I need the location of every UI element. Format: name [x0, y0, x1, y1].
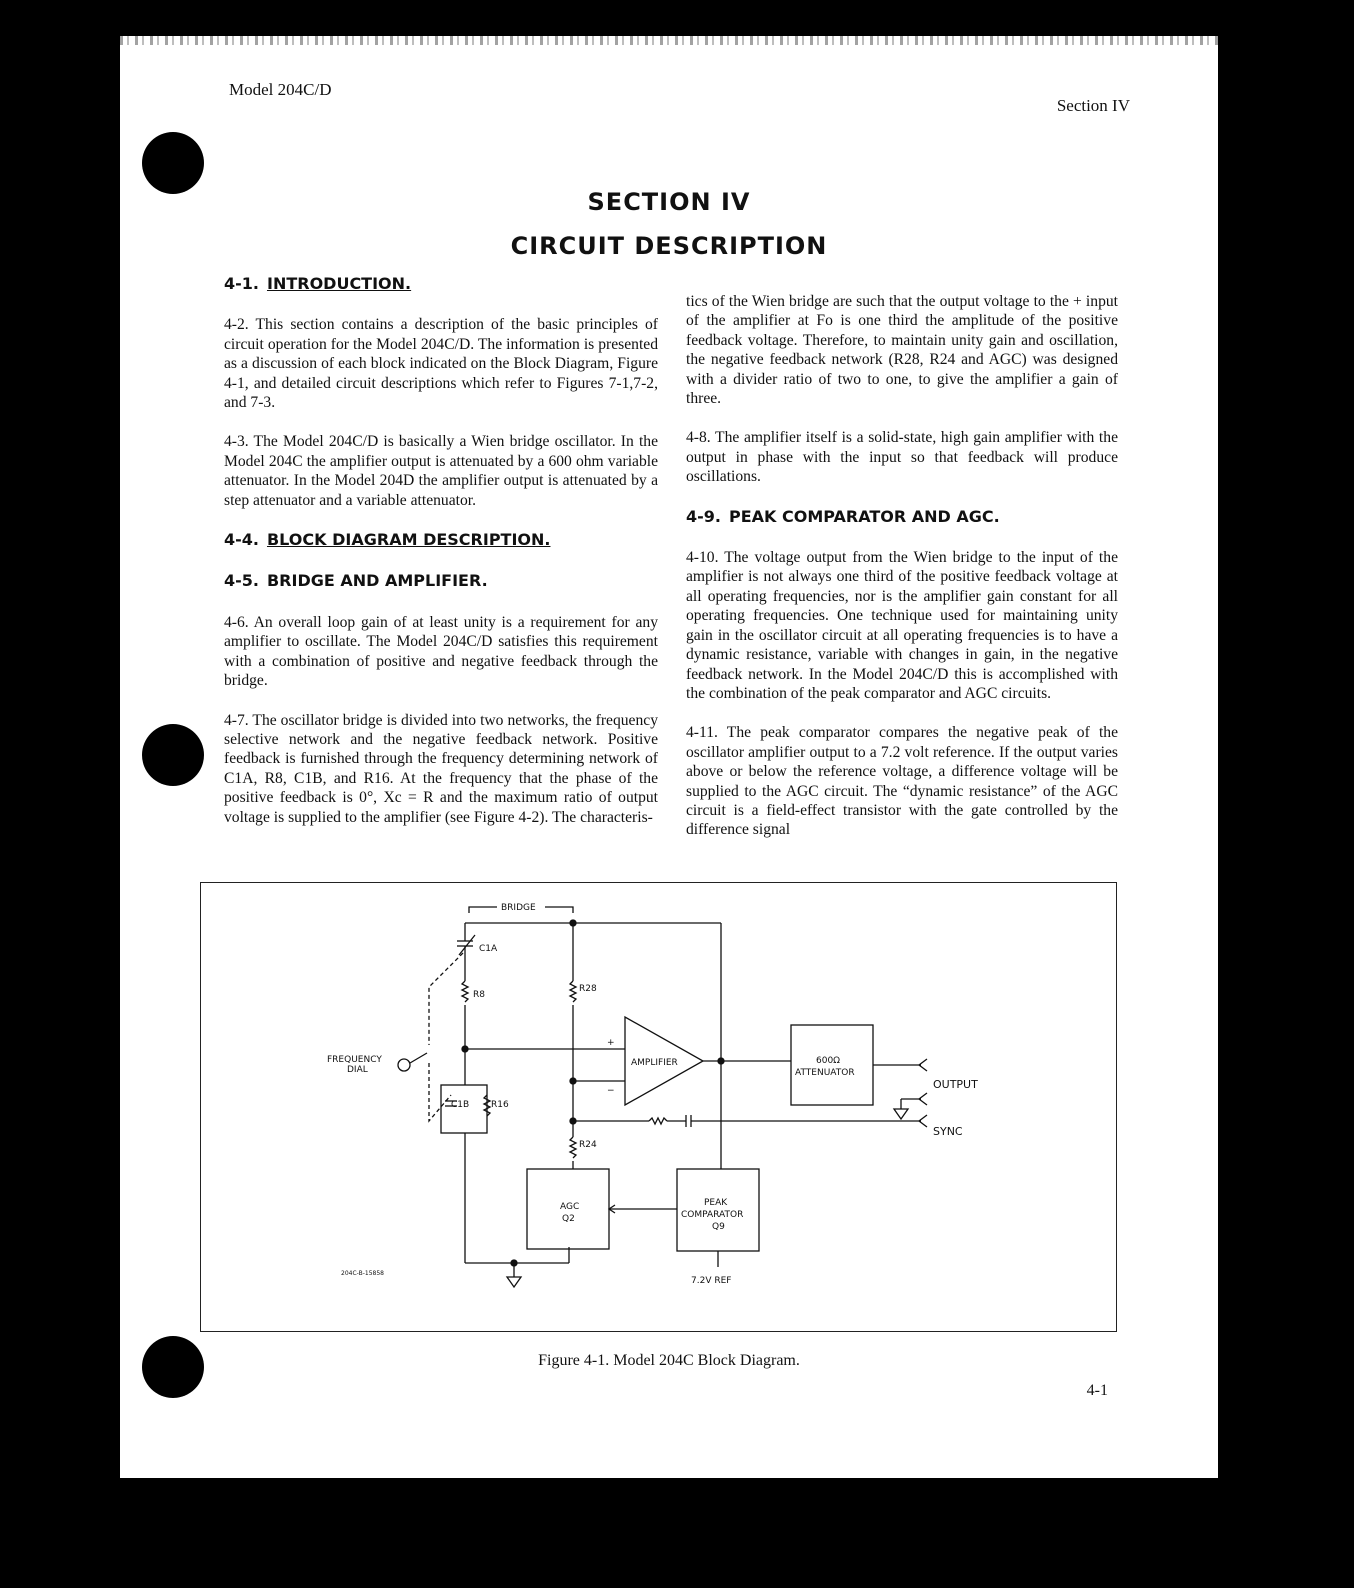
peak-comparator-label: Q9 [712, 1222, 725, 1232]
header-model: Model 204C/D [229, 80, 332, 99]
paragraph-4-2: 4-2. This section contains a description of the basic principles of circuit operation for the Model 204C/D. The information is presented as a discussion of each block indicated on the Block Diagram, Figure 4-1, and detailed circuit descriptions which refer to Figures 7-1,7-2, and 7-3. [224, 316, 658, 412]
scan-artifact [120, 36, 1218, 45]
figure-caption: Figure 4-1. Model 204C Block Diagram. [538, 1352, 800, 1369]
gang-link [429, 1063, 451, 1121]
c1a-variable-arrow [459, 935, 475, 955]
agc-label: AGC [560, 1202, 580, 1212]
plus-label: + [607, 1038, 615, 1048]
ground-icon [894, 1109, 908, 1119]
gang-link [429, 953, 463, 1045]
attenuator-label: 600Ω [816, 1056, 841, 1066]
left-column [224, 274, 658, 847]
r28-label: R28 [579, 984, 597, 994]
bridge-bracket [545, 907, 573, 913]
block-diagram-figure [200, 882, 1117, 1332]
c1b-label: C1B [451, 1100, 470, 1110]
bridge-bracket [469, 907, 497, 913]
sync-resistor [649, 1118, 667, 1124]
sync-label: SYNC [933, 1125, 963, 1138]
r8-resistor [462, 981, 468, 1002]
minus-label: − [607, 1086, 615, 1096]
peak-comparator-label: COMPARATOR [681, 1210, 744, 1220]
amplifier-label: AMPLIFIER [631, 1058, 678, 1068]
r8-label: R8 [473, 990, 485, 1000]
reference-label: 7.2V REF [691, 1276, 732, 1286]
paragraph-4-10: 4-10. The voltage output from the Wien bridge to the input of the amplifier is not always one third of the positive feedback voltage at all operating frequencies, nor is the amplifier gain constant for all operating frequencies. One technique used for maintaining unity gain in the oscillator circuit at all operating frequencies is to have a dynamic resistance, variable with changes in gain, in the negative feedback network. In the Model 204C/D this is accomplished with the combination of the peak comparator and AGC circuits. [686, 549, 1118, 702]
junction-dot [718, 1058, 724, 1064]
drawing-code: 204C-B-15858 [341, 1270, 384, 1277]
heading-4-4: 4-4. BLOCK DIAGRAM DESCRIPTION. [224, 530, 551, 550]
paragraph-4-6: 4-6. An overall loop gain of at least unity is a requirement for any amplifier to oscillate. The Model 204C/D satisfies this requirement with a combination of positive and negative feedback through the bridge. [224, 613, 658, 690]
r28-resistor [570, 981, 576, 1002]
page-number: 4-1 [1086, 1382, 1108, 1399]
c1a-label: C1A [479, 944, 498, 954]
peak-comparator-label: PEAK [704, 1198, 728, 1208]
section-title: SECTION IV [587, 188, 751, 216]
heading-4-5: 4-5. BRIDGE AND AMPLIFIER. [224, 571, 488, 591]
section-subtitle: CIRCUIT DESCRIPTION [510, 232, 828, 260]
paragraph-4-7: 4-7. The oscillator bridge is divided into two networks, the frequency selective network and the negative feedback network. Positive feedback is furnished through the frequency determining network of C1A, R8, C1B, and R16. At the frequency that the phase of the positive feedback is 0°, Xc = R and the maximum ratio of output voltage is supplied to the amplifier (see Figure 4-2). The characteris- [224, 711, 658, 826]
right-column [686, 292, 1118, 860]
attenuator-label: ATTENUATOR [795, 1068, 855, 1078]
paragraph-4-11: 4-11. The peak comparator compares the negative peak of the oscillator amplifier output to a 7.2 volt reference. If the output varies above or below the reference voltage, a difference voltage will be supplied to the AGC circuit. The “dynamic resistance” of the AGC circuit is a field-effect transistor with the gate controlled by the difference signal [686, 724, 1118, 839]
r24-label: R24 [579, 1140, 597, 1150]
output-label: OUTPUT [933, 1078, 978, 1091]
frequency-dial-label: DIAL [347, 1065, 368, 1075]
frequency-dial-knob-icon [398, 1059, 410, 1071]
frequency-dial-label: FREQUENCY [327, 1055, 382, 1065]
manual-page [120, 36, 1218, 1478]
paragraph-4-8: 4-8. The amplifier itself is a solid-state, high gain amplifier with the output in phase with the input so that feedback will produce oscillations. [686, 429, 1118, 486]
bridge-label: BRIDGE [501, 903, 536, 913]
header-section: Section IV [1056, 96, 1130, 115]
ground-icon [507, 1277, 521, 1287]
block-diagram [201, 883, 1116, 1331]
paragraph-4-3: 4-3. The Model 204C/D is basically a Wien bridge oscillator. In the Model 204C the amplifier output is attenuated by a 600 ohm variable attenuator. In the Model 204D the amplifier output is attenuated by a step attenuator and a variable attenuator. [224, 433, 658, 509]
punch-hole-icon [142, 724, 204, 786]
agc-label: Q2 [562, 1214, 575, 1224]
r24-resistor [570, 1137, 576, 1158]
r16-label: R16 [491, 1100, 509, 1110]
heading-4-9: 4-9. PEAK COMPARATOR AND AGC. [686, 506, 1000, 526]
heading-4-1: 4-1. INTRODUCTION. [224, 274, 412, 293]
punch-hole-icon [142, 132, 204, 194]
paragraph-4-7-cont: tics of the Wien bridge are such that the output voltage to the + input of the amplifier at Fo is one third the amplitude of the positive feedback voltage. Therefore, to maintain unity gain and oscillation, the negative feedback network (R28, R24 and AGC) was designed with a divider ratio of two to one, to give the amplifier a gain of three. [686, 293, 1118, 408]
dial-link [410, 1053, 427, 1063]
